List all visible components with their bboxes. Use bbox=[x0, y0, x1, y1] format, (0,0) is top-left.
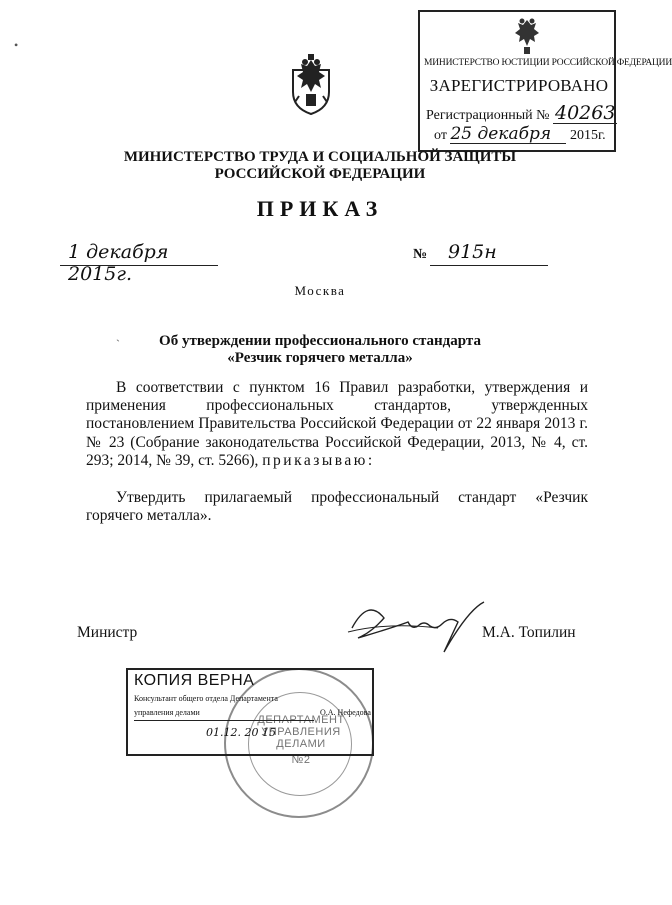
document-type: ПРИКАЗ bbox=[256, 196, 384, 221]
ministry-name-line1: МИНИСТЕРСТВО ТРУДА И СОЦИАЛЬНОЙ ЗАЩИТЫ bbox=[123, 149, 517, 165]
scan-mark: • bbox=[14, 38, 19, 52]
copy-stamp-date: 01.12. 20 15 bbox=[206, 726, 276, 739]
registration-date-prefix: от bbox=[434, 128, 447, 143]
order-city: Москва bbox=[294, 283, 346, 298]
order-subject bbox=[0, 333, 640, 367]
copy-stamp-position: Консультант общего отдела Департамента bbox=[134, 694, 278, 703]
round-seal-line3: ДЕЛАМИ bbox=[276, 738, 326, 750]
registration-number: 40263 bbox=[555, 102, 616, 124]
body-paragraph-1-text: В соответствии с пунктом 16 Правил разработки, утверждения и применения профессиональных стандартов, утвержденных постановлением Правительства Российской Федерации от 22 января 2013 г. № 23 (Собрание законодательства Российской Федерации, 2013, № 4, ст. 293; 2014, № 39, ст. 5266), bbox=[86, 379, 588, 469]
registration-number-label: Регистрационный № bbox=[426, 108, 550, 123]
copy-stamp-signature-line bbox=[134, 720, 314, 721]
order-date: 1 декабря 2015г. bbox=[68, 241, 169, 285]
order-number-field bbox=[430, 241, 548, 266]
registration-ministry: МИНИСТЕРСТВО ЮСТИЦИИ РОССИЙСКОЙ ФЕДЕРАЦИИ bbox=[424, 58, 672, 68]
state-emblem-icon bbox=[510, 16, 544, 56]
body-paragraph-2: Утвердить прилагаемый профессиональный стандарт «Резчик горячего металла». bbox=[86, 489, 588, 525]
order-subject-line1: Об утверждении профессионального стандарта bbox=[159, 333, 481, 349]
order-date-field bbox=[60, 241, 218, 285]
registration-title: ЗАРЕГИСТРИРОВАНО bbox=[429, 76, 609, 95]
scan-mark: ` bbox=[116, 337, 120, 351]
registration-date-row bbox=[434, 126, 606, 144]
registration-date: 25 декабря bbox=[450, 126, 566, 144]
registration-number-row bbox=[426, 104, 617, 124]
ministry-name bbox=[0, 149, 640, 183]
order-number-sign: № bbox=[413, 247, 428, 262]
signatory-position: Министр bbox=[77, 624, 138, 641]
order-subject-line2: «Резчик горячего металла» bbox=[227, 350, 413, 366]
order-directive: приказываю: bbox=[262, 451, 375, 469]
registration-year: 2015г. bbox=[569, 128, 606, 143]
ministry-name-line2: РОССИЙСКОЙ ФЕДЕРАЦИИ bbox=[214, 166, 426, 182]
round-seal-line1: ДЕПАРТАМЕНТ bbox=[257, 714, 345, 726]
copy-certification-stamp bbox=[126, 668, 374, 756]
state-emblem-icon bbox=[287, 52, 335, 116]
body-paragraph-1 bbox=[86, 379, 588, 470]
registration-stamp bbox=[418, 10, 672, 152]
order-number: 915н bbox=[448, 241, 497, 263]
signatory-name: М.А. Топилин bbox=[482, 624, 576, 641]
round-seal-line4: №2 bbox=[291, 754, 311, 766]
handwritten-signature bbox=[338, 592, 488, 662]
copy-stamp-title: КОПИЯ ВЕРНА bbox=[134, 672, 255, 689]
copy-stamp-department: управления делами bbox=[134, 708, 200, 717]
round-seal-line2: УПРАВЛЕНИЯ bbox=[261, 726, 341, 738]
copy-stamp-name: О.А. Нефедова bbox=[320, 708, 371, 717]
